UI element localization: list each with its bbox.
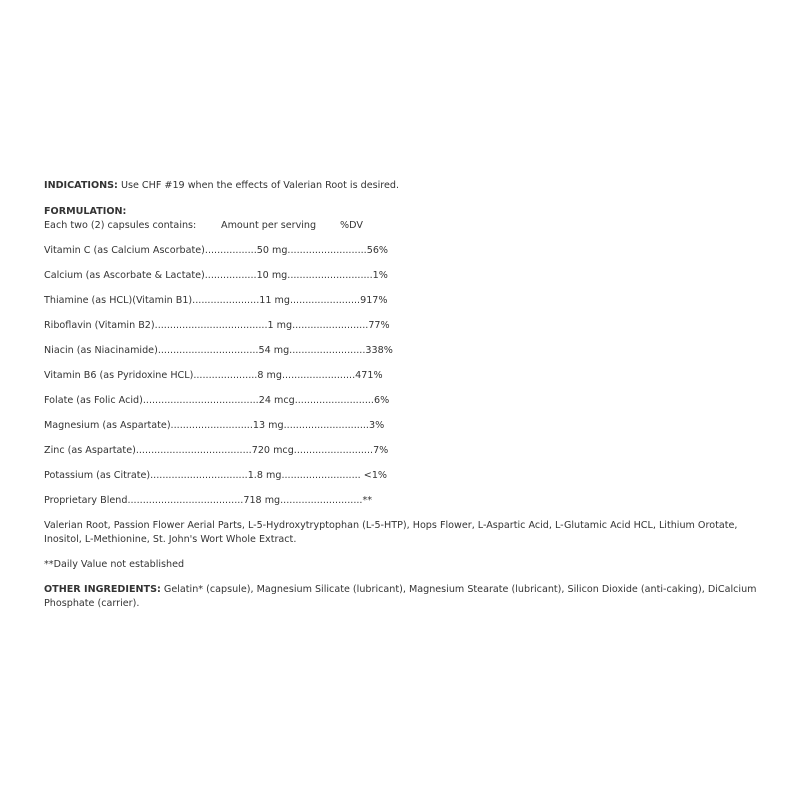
nutrient-row-niacin: Niacin (as Niacinamide).................................54 mg.........................338%	[44, 345, 393, 356]
nutrient-row-zinc: Zinc (as Aspartate)......................................720 mcg..........................7%	[44, 445, 389, 456]
nutrient-row-calcium: Calcium (as Ascorbate & Lactate).................10 mg............................1%	[44, 270, 388, 281]
indications-text: Use CHF #19 when the effects of Valerian Root is desired.	[117, 180, 400, 191]
amount-per-serving-label: Amount per serving	[221, 220, 317, 231]
formulation-column-headers	[44, 219, 760, 233]
nutrient-list	[44, 244, 760, 508]
product-description	[44, 179, 760, 611]
other-ingredients-text: Gelatin* (capsule), Magnesium Silicate (lubricant), Magnesium Stearate (lubricant), Silicon Dioxide (anti-caking), DiCalcium Phosphate (carrier).	[44, 584, 757, 609]
nutrient-row-folate: Folate (as Folic Acid)......................................24 mcg..........................6%	[44, 395, 390, 406]
nutrient-row-magnesium: Magnesium (as Aspartate)...........................13 mg............................3%	[44, 420, 385, 431]
nutrient-row-vitamin-c: Vitamin C (as Calcium Ascorbate).................50 mg..........................56%	[44, 245, 389, 256]
other-ingredients-paragraph	[44, 583, 760, 611]
proprietary-blend-ingredients: Valerian Root, Passion Flower Aerial Parts, L-5-Hydroxytryptophan (L-5-HTP), Hops Flower, L-Aspartic Acid, L-Glutamic Acid HCL, Lithium Orotate, Inositol, L-Methionine, St. John's Wort Whole Extract.	[44, 520, 738, 545]
nutrient-row-thiamine: Thiamine (as HCL)(Vitamin B1)......................11 mg.......................917%	[44, 295, 388, 306]
serving-label: Each two (2) capsules contains:	[44, 220, 197, 231]
nutrient-row-riboflavin: Riboflavin (Vitamin B2).....................................1 mg.........................77%	[44, 320, 390, 331]
daily-value-label: %DV	[340, 220, 363, 231]
other-ingredients-heading: OTHER INGREDIENTS:	[44, 584, 161, 595]
indications-heading: INDICATIONS:	[44, 180, 118, 191]
indications-paragraph	[44, 179, 760, 193]
daily-value-footnote: **Daily Value not established	[44, 559, 185, 570]
formulation-heading: FORMULATION:	[44, 206, 127, 217]
nutrient-row-vitamin-b6: Vitamin B6 (as Pyridoxine HCL).....................8 mg........................471%	[44, 370, 383, 381]
nutrient-row-potassium: Potassium (as Citrate)................................1.8 mg.......................... <1%	[44, 470, 388, 481]
nutrient-row-proprietary-blend: Proprietary Blend......................................718 mg...........................**	[44, 495, 373, 506]
